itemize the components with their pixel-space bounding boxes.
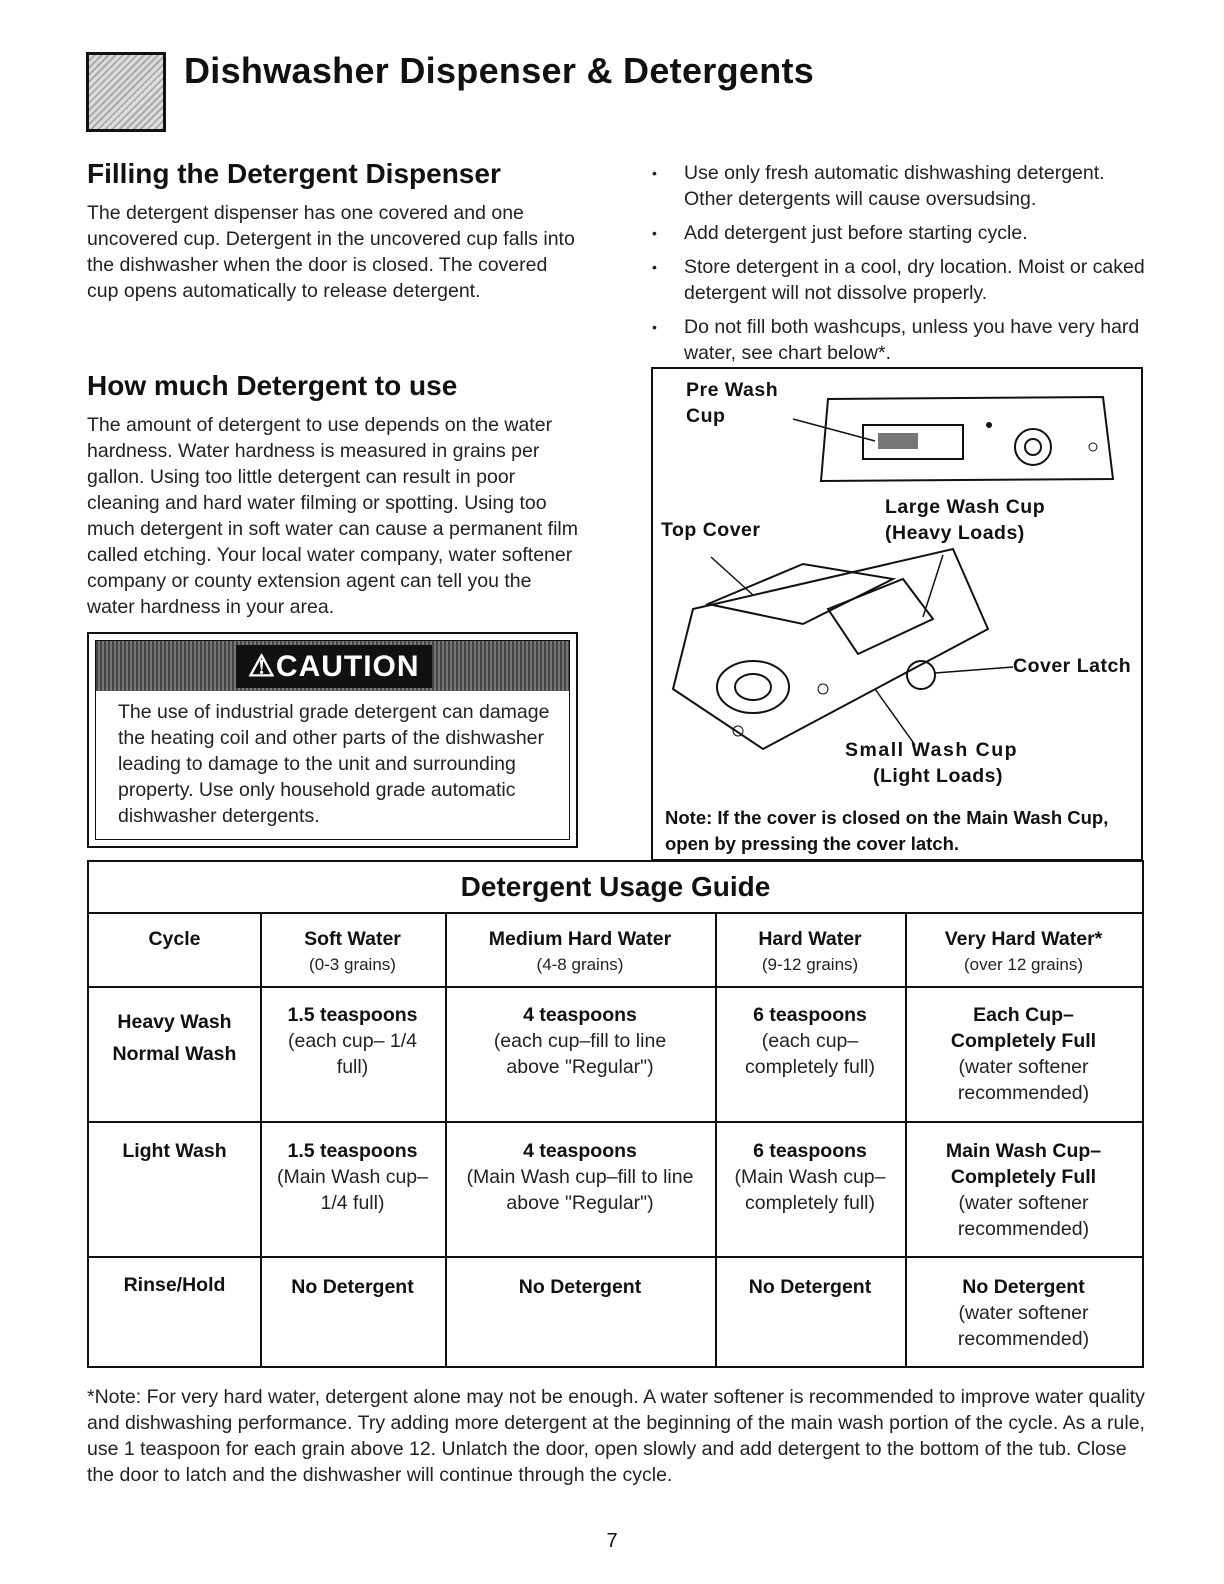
footnote: *Note: For very hard water, detergent alone may not be enough. A water softener is recommended to improve water quality and dishwashing performance. Try adding more detergent at the beginning of the main wash portion of the cycle. As a rule, use 1 teaspoon for each grain above 12. Unlatch the door, open slowly and add detergent to the bottom of the tub. Close the door to latch and the dishwasher will continue through the cycle. xyxy=(87,1386,1145,1486)
table-cell: 1.5 teaspoons (Main Wash cup– 1/4 full) xyxy=(276,1140,428,1214)
table-cell: No Detergent (water softener recommended) xyxy=(957,1276,1090,1350)
table-cell: 6 teaspoons (each cup– completely full) xyxy=(744,1004,876,1078)
table-cell: 1.5 teaspoons (each cup– 1/4 full) xyxy=(287,1004,418,1078)
table-cell: 4 teaspoons (each cup–fill to line above "Regular") xyxy=(493,1004,667,1078)
list-item: • Do not fill both washcups, unless you have very hard water, see chart below*. xyxy=(648,314,1146,366)
label-top-cover: Top Cover xyxy=(661,519,761,541)
list-item: • Use only fresh automatic dishwashing detergent. Other detergents will cause oversudsing. xyxy=(648,160,1146,212)
caution-banner xyxy=(96,641,569,691)
page-title: Dishwasher Dispenser & Detergents xyxy=(184,50,815,91)
page-number: 7 xyxy=(606,1530,618,1552)
dispenser-diagram xyxy=(651,367,1143,861)
detergent-usage-guide xyxy=(87,860,1144,1368)
caution-label: ⚠CAUTION xyxy=(236,645,432,688)
header-cycle: Cycle xyxy=(148,928,201,950)
header-medium-hard-water: Medium Hard Water (4-8 grains) xyxy=(488,928,672,974)
table-cell: Each Cup– Completely Full (water softener recommended) xyxy=(950,1004,1097,1104)
table-row-cycle: Light Wash xyxy=(122,1140,227,1162)
list-item: • Add detergent just before starting cycle. xyxy=(648,220,1146,246)
table-cell: Main Wash Cup– Completely Full (water softener recommended) xyxy=(945,1140,1102,1240)
caution-box xyxy=(87,632,578,848)
table-cell: No Detergent xyxy=(291,1276,414,1298)
list-item: • Store detergent in a cool, dry location. Moist or caked detergent will not dissolve properly. xyxy=(648,254,1146,306)
header-soft-water: Soft Water (0-3 grains) xyxy=(304,928,401,974)
warning-icon: ⚠ xyxy=(248,650,276,683)
filling-heading: Filling the Detergent Dispenser xyxy=(87,158,501,189)
table-row-cycle: Heavy Wash Normal Wash xyxy=(112,1011,237,1065)
header-very-hard-water: Very Hard Water* (over 12 grains) xyxy=(944,928,1103,974)
label-pre-wash-cup: Cup xyxy=(686,405,726,427)
caution-text: The use of industrial grade detergent can damage the heating coil and other parts of the dishwasher leading to damage to the unit and surrounding property. Use only household grade automatic dishwasher detergents. xyxy=(118,701,550,827)
how-much-heading: How much Detergent to use xyxy=(87,370,458,401)
label-cover-latch: Cover Latch xyxy=(1013,655,1132,677)
table-row-cycle: Rinse/Hold xyxy=(123,1274,226,1296)
dispenser-illustration xyxy=(653,369,1141,799)
tips-list xyxy=(648,160,1146,374)
label-large-wash: Large Wash Cup xyxy=(885,496,1046,518)
table-cell: 6 teaspoons (Main Wash cup– completely full) xyxy=(734,1140,886,1214)
label-pre-wash: Pre Wash xyxy=(686,379,779,401)
label-light-loads: (Light Loads) xyxy=(873,765,1003,787)
table-cell: No Detergent xyxy=(748,1276,872,1298)
table-cell: 4 teaspoons (Main Wash cup–fill to line above "Regular") xyxy=(466,1140,694,1214)
label-small-wash: Small Wash Cup xyxy=(845,739,1019,761)
table-cell: No Detergent xyxy=(518,1276,642,1298)
dishwasher-logo-icon xyxy=(86,52,166,132)
guide-title: Detergent Usage Guide xyxy=(89,862,1142,914)
filling-paragraph: The detergent dispenser has one covered and one uncovered cup. Detergent in the uncovered cup falls into the dishwasher when the door is closed. The covered cup opens automatically to release detergent. xyxy=(87,202,575,302)
diagram-note: Note: If the cover is closed on the Main Wash Cup, open by pressing the cover latch. xyxy=(665,807,1109,854)
header-hard-water: Hard Water (9-12 grains) xyxy=(758,928,862,974)
label-heavy-loads: (Heavy Loads) xyxy=(885,522,1025,544)
how-much-paragraph: The amount of detergent to use depends on the water hardness. Water hardness is measured in grains per gallon. Using too little detergent can result in poor cleaning and hard water filming or spotting. Using too much detergent in soft water can cause a permanent film called etching. Your local water company, water softener company or county extension agent can tell you the water hardness in your area. xyxy=(87,414,579,618)
